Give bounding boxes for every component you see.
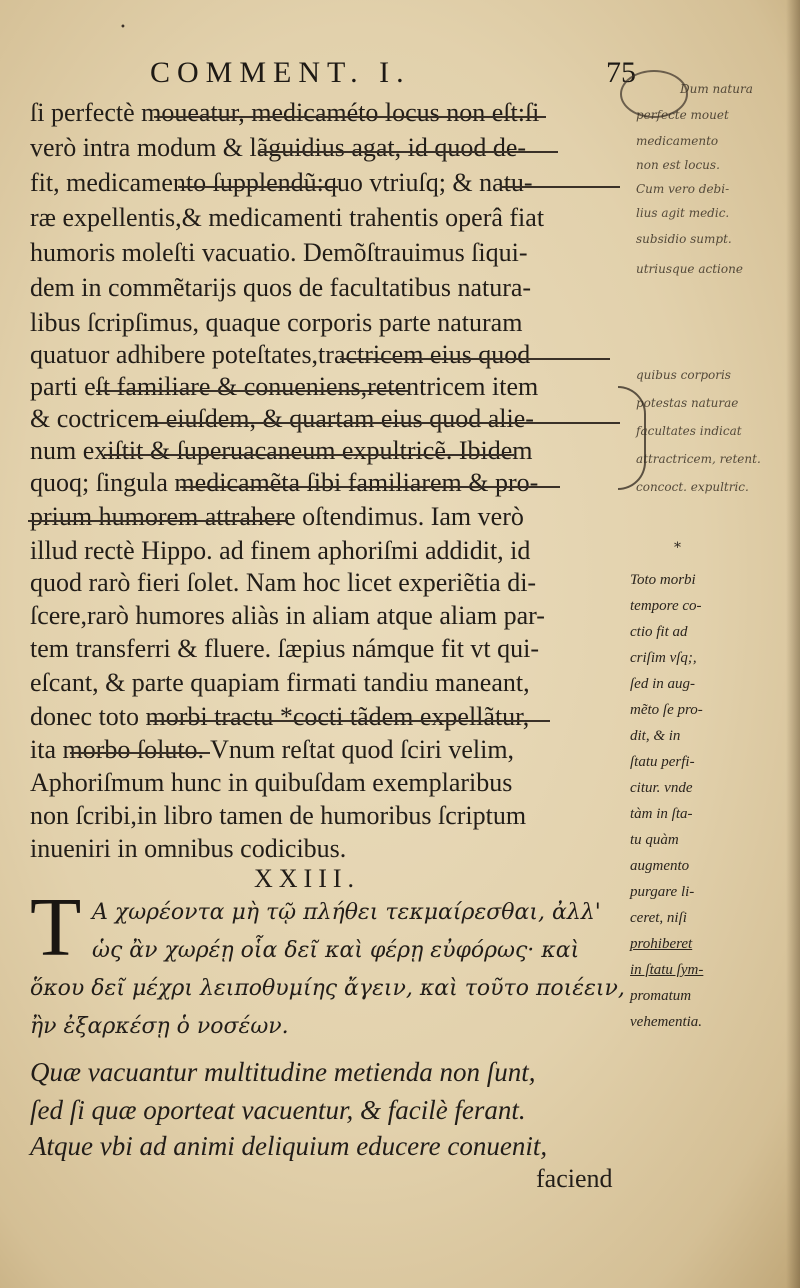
body-line: ita morbo ſoluto. Vnum reſtat quod ſciri velim,: [30, 735, 515, 764]
body-line: verò intra modum & lãguidius agat, id quod de-: [30, 133, 527, 162]
body-line: quatuor adhibere poteſtates,tractricem eius quod: [30, 340, 531, 369]
margin-note-line: ceret, niſi: [630, 910, 687, 926]
strikethrough-mark: [70, 752, 210, 754]
catchword: faciend: [536, 1164, 613, 1193]
margin-note-line: purgare li-: [630, 884, 695, 900]
handwritten-note: non est locus.: [636, 158, 720, 172]
body-line: humoris moleſti vacuatio. Demõſtrauimus ſiqui-: [30, 238, 528, 267]
body-line: prium humorem attrahere oſtendimus. Iam verò: [30, 502, 524, 531]
margin-note-line: criſim vſq;,: [630, 650, 697, 666]
margin-note-line: dit, & in: [630, 728, 681, 744]
handwritten-note: subsidio sumpt.: [636, 232, 732, 246]
body-line: dem in commẽtarijs quos de facultatibus natura-: [30, 273, 532, 302]
body-line: Aphoriſmum hunc in quibuſdam exemplaribus: [30, 768, 513, 797]
strikethrough-mark: [178, 186, 338, 188]
strikethrough-mark: [150, 422, 620, 424]
strikethrough-mark: [104, 454, 514, 456]
greek-line: ὡς ἂν χωρέῃ οἷα δεῖ καὶ φέρῃ εὐφόρως· καὶ: [92, 938, 580, 963]
body-line: non ſcribi,in libro tamen de humoribus ſcriptum: [30, 801, 527, 830]
body-line: ſcere,rarò humores aliàs in aliam atque aliam par-: [30, 601, 545, 630]
handwritten-note: lius agit medic.: [636, 206, 730, 220]
strikethrough-mark: [96, 390, 410, 392]
margin-note-line: Toto morbi: [630, 572, 696, 588]
body-line: illud rectè Hippo. ad finem aphoriſmi addidit, id: [30, 536, 531, 565]
margin-note-line: tàm in ſta-: [630, 806, 693, 822]
strikethrough-mark: [340, 358, 610, 360]
body-line: fit, medicamento ſupplendũ:quo vtriuſq; & natu-: [30, 168, 533, 197]
body-line: num exiſtit & ſuperuacaneum expultricẽ. Ibidem: [30, 436, 533, 465]
drop-cap: T: [30, 881, 82, 974]
running-header: COMMENT. I.: [150, 56, 411, 89]
margin-note-line: citur. vnde: [630, 780, 693, 796]
strikethrough-mark: [154, 116, 546, 118]
margin-note-line: vehementia.: [630, 1014, 703, 1030]
handwritten-note: Cum vero debi-: [636, 182, 730, 196]
body-line: libus ſcripſimus, quaque corporis parte naturam: [30, 308, 523, 337]
body-line: quoq; ſingula medicamẽta ſibi familiarem & pro-: [30, 468, 539, 497]
handwritten-note: attractricem, retent.: [636, 452, 761, 466]
strikethrough-mark: [180, 486, 560, 488]
latin-line: Atque vbi ad animi deliquium educere conuenit,: [30, 1131, 548, 1161]
greek-line: Α χωρέοντα μὴ τῷ πλήθει τεκμαίρεσθαι, ἀλλ': [92, 900, 601, 925]
margin-note-star: *: [674, 540, 681, 556]
margin-note-line: ctio fit ad: [630, 624, 688, 640]
margin-note-line: prohiberet: [630, 936, 693, 952]
handwritten-note: concoct. expultric.: [636, 480, 749, 494]
margin-note-line: mẽto ſe pro-: [630, 702, 703, 718]
body-line: & coctricem eiuſdem, & quartam eius quod alie-: [30, 404, 534, 433]
handwritten-note: medicamento: [636, 134, 719, 148]
handwritten-note: quibus corporis: [636, 368, 731, 382]
ornament-mark: •: [120, 22, 126, 33]
body-line: quod rarò fieri ſolet. Nam hoc licet experiẽtia di-: [30, 568, 537, 597]
body-line: ræ expellentis,& medicamenti trahentis operâ fiat: [30, 203, 545, 232]
margin-note-line: ſed in aug-: [630, 676, 695, 692]
latin-line: Quæ vacuantur multitudine metienda non ſunt,: [30, 1057, 536, 1087]
strikethrough-mark: [150, 720, 550, 722]
margin-note-line: promatum: [630, 988, 692, 1004]
body-line: tem transferri & fluere. ſæpius námque fit vt qui-: [30, 634, 540, 663]
greek-line: ἢν ἐξαρκέσῃ ὁ νοσέων.: [30, 1014, 289, 1039]
handwritten-note: potestas naturae: [636, 396, 739, 410]
body-line: parti eſt familiare & conueniens,retentricem item: [30, 372, 539, 401]
margin-note-line: in ſtatu ſym-: [630, 962, 704, 978]
latin-line: ſed ſi quæ oporteat vacuentur, & facilè ferant.: [30, 1095, 526, 1125]
strikethrough-mark: [258, 151, 558, 153]
handwritten-note: utriusque actione: [636, 262, 743, 276]
handwritten-note: perfecte mouet: [636, 108, 729, 122]
body-line: eſcant, & parte quapiam firmati tandiu maneant,: [30, 668, 530, 697]
margin-note-line: tempore co-: [630, 598, 702, 614]
section-number: XXIII.: [254, 864, 361, 893]
body-line: donec toto morbi tractu *cocti tãdem expellãtur,: [30, 702, 530, 731]
margin-note-line: ſtatu perfi-: [630, 754, 695, 770]
handwritten-note: facultates indicat: [636, 424, 742, 438]
margin-note-line: augmento: [630, 858, 690, 874]
greek-line: ὅκου δεῖ μέχρι λειποθυμίης ἄγειν, καὶ τοῦτο ποιέειν,: [30, 976, 625, 1001]
strikethrough-mark: [28, 520, 288, 522]
body-line: ſi perfectè moueatur, medicaméto locus non eſt:ſi: [30, 98, 540, 127]
handwritten-note: Dum natura: [680, 82, 753, 96]
margin-note-line: tu quàm: [630, 832, 679, 848]
page-number: 75: [606, 56, 636, 89]
strikethrough-mark: [500, 186, 620, 188]
body-line: inueniri in omnibus codicibus.: [30, 834, 347, 863]
